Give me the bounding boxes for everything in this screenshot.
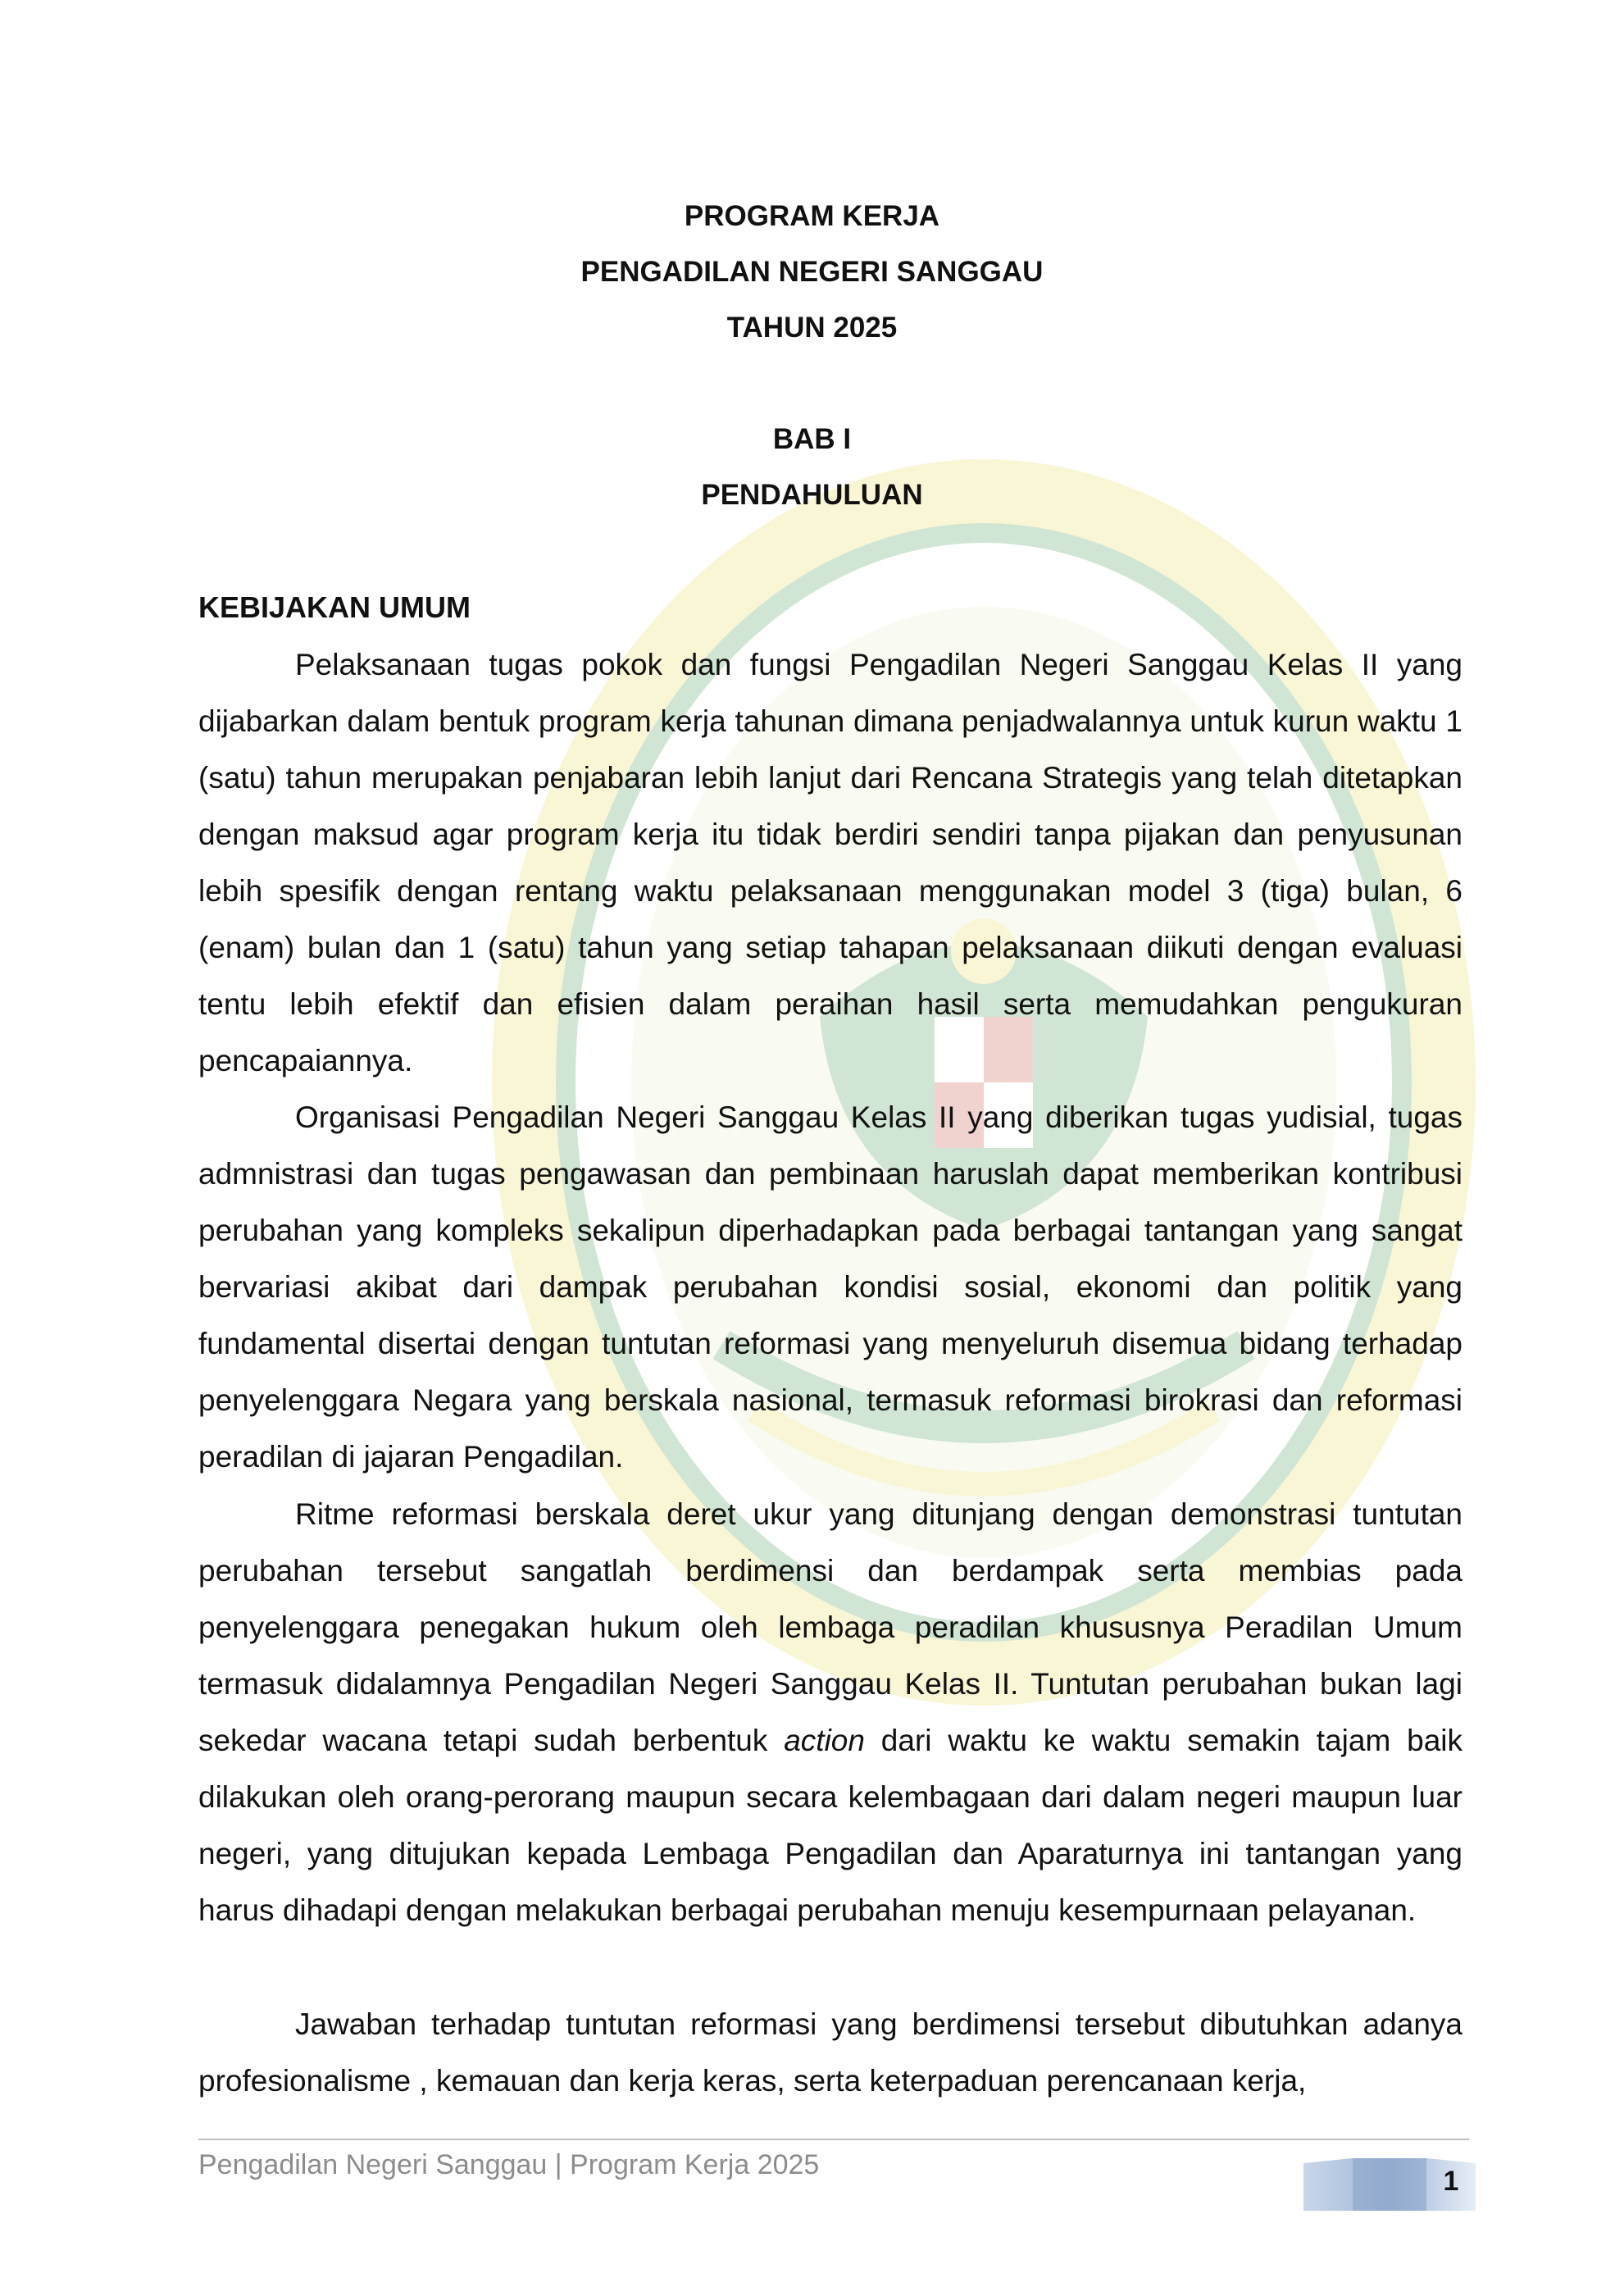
paragraph-4: Jawaban terhadap tuntutan reformasi yang berdimensi tersebut dibutuhkan adanya profesionalisme , kemauan dan kerja keras, serta keterpaduan perencanaan kerja,	[198, 2007, 1463, 2098]
footer-divider	[198, 2139, 1469, 2140]
chapter-number: BAB I	[772, 423, 852, 455]
paragraph-2: Organisasi Pengadilan Negeri Sanggau Kelas II yang diberikan tugas yudisial, tugas admnistrasi dan tugas pengawasan dan pembinaan haruslah dapat memberikan kontribusi perubahan yang kompleks sekalipun diperhadapkan pada berbagai tantangan yang sangat bervariasi akibat dari dampak perubahan kondisi sosial, ekonomi dan politik yang fundamental disertai dengan tuntutan reformasi yang menyeluruh disemua bidang terhadap penyelenggara Negara yang berskala nasional, termasuk reformasi birokrasi dan reformasi peradilan di jajaran Pengadilan.	[198, 1100, 1463, 1474]
footer-text: Pengadilan Negeri Sanggau | Program Kerja 2025	[198, 2149, 820, 2180]
section-heading: KEBIJAKAN UMUM	[198, 590, 471, 624]
document-title-line-1: PROGRAM KERJA	[684, 200, 940, 232]
document-title-line-3: TAHUN 2025	[726, 312, 898, 344]
document-title-line-2: PENGADILAN NEGERI SANGGAU	[580, 256, 1044, 288]
paragraph-3-text-after: dari waktu ke waktu semakin tajam baik dilakukan oleh orang-perorang maupun secara kelembagaan dari dalam negeri maupun luar negeri, yang ditujukan kepada Lembaga Pengadilan dan Aparaturnya ini tantangan yang harus dihadapi dengan melakukan berbagai perubahan menuju kesempurnaan pelayanan.	[198, 1724, 1463, 1927]
page-number: 1	[1443, 2166, 1459, 2197]
chapter-title: PENDAHULUAN	[701, 479, 923, 511]
paragraph-3-text-before: Ritme reformasi berskala deret ukur yang ditunjang dengan demonstrasi tuntutan perubahan tersebut sangatlah berdimensi dan berdampak serta membias pada penyelenggara penegakan hukum oleh lembaga peradilan khususnya Peradilan Umum termasuk didalamnya Pengadilan Negeri Sanggau Kelas II. Tuntutan perubahan bukan lagi sekedar wacana tetapi sudah berbentuk	[198, 1497, 1463, 1757]
paragraph-3	[198, 1486, 1463, 1938]
paragraph-3-italic-word: action	[784, 1724, 865, 1757]
paragraph-1: Pelaksanaan tugas pokok dan fungsi Pengadilan Negeri Sanggau Kelas II yang dijabarkan dalam bentuk program kerja tahunan dimana penjadwalannya untuk kurun waktu 1 (satu) tahun merupakan penjabaran lebih lanjut dari Rencana Strategis yang telah ditetapkan dengan maksud agar program kerja itu tidak berdiri sendiri tanpa pijakan dan penyusunan lebih spesifik dengan rentang waktu pelaksanaan menggunakan model 3 (tiga) bulan, 6 (enam) bulan dan 1 (satu) tahun yang setiap tahapan pelaksanaan diikuti dengan evaluasi tentu lebih efektif dan efisien dalam peraihan hasil serta memudahkan pengukuran pencapaiannya.	[198, 648, 1463, 1077]
